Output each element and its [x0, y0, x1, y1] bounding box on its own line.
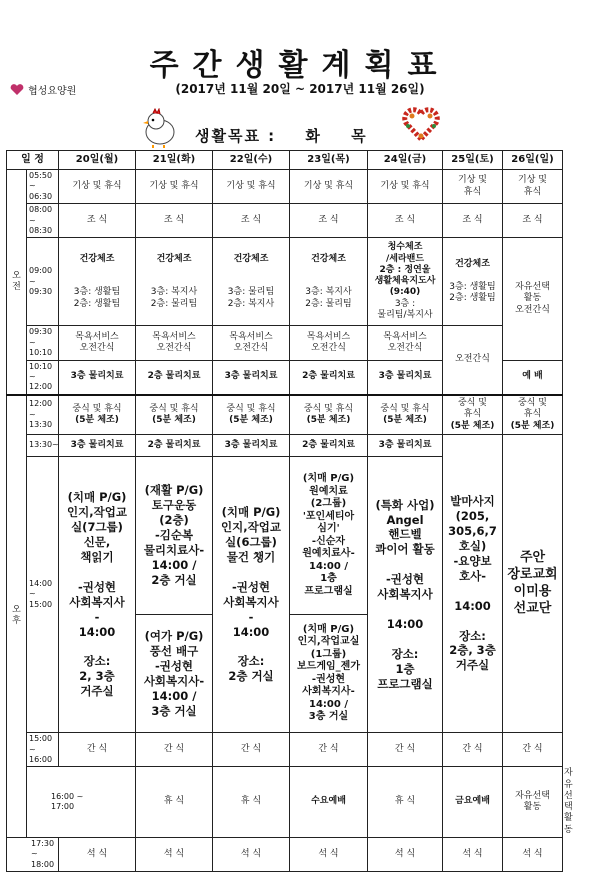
cell: (치매 P/G) 인지,작업교실 (1그룹) 보드게임_젠가 -권성현 사회복지사- 14:00 / 3층 거실	[290, 615, 368, 733]
time-1600: 16:00 ~ 17:00	[27, 767, 136, 838]
cell: 중식 및 휴식 (5분 체조)	[290, 395, 368, 435]
section-pm: 오 후	[7, 395, 27, 838]
cell: (재활 P/G) 토구운동 (2층) -김순복 물리치료사- 14:00 / 2층 거실	[136, 457, 213, 615]
time-1400: 14:00 ~ 15:00	[27, 457, 59, 733]
goal-word-2: 목	[351, 127, 368, 145]
header-mon: 20일(월)	[59, 151, 136, 170]
cell: 기상 및 휴식	[213, 170, 290, 204]
cell: 금요예배	[443, 767, 503, 838]
cell: 휴 식	[213, 767, 290, 838]
cell: 오전간식	[443, 326, 503, 395]
cell: 2층 물리치료	[136, 435, 213, 457]
header-schedule: 일 정	[7, 151, 59, 170]
cell: 3층 물리치료	[368, 360, 443, 395]
chick-icon	[138, 108, 182, 148]
cell: 주안 장로교회 이미용 선교단	[503, 435, 563, 733]
cell: 조 식	[59, 204, 136, 238]
cell: 간 식	[503, 733, 563, 767]
time-1730: 17:30 ~ 18:00	[7, 837, 59, 871]
cell: (특화 사업) Angel 핸드벨 콰이어 활동 -권성현 사회복지사 14:00 장소: 1층 프로그램실	[368, 457, 443, 733]
cell: 석 식	[290, 837, 368, 871]
cell: 3층 물리치료	[213, 435, 290, 457]
cell: 목욕서비스 오전간식	[368, 326, 443, 360]
header-fri: 24일(금)	[368, 151, 443, 170]
cell: 중식 및 휴식 (5분 체조)	[136, 395, 213, 435]
time-0800: 08:00 ~ 08:30	[27, 204, 59, 238]
cell: 수요예배	[290, 767, 368, 838]
cell: 석 식	[59, 837, 136, 871]
time-0900: 09:00 ~ 09:30	[27, 238, 59, 326]
cell: 중식 및 휴식 (5분 체조)	[59, 395, 136, 435]
cell: (치매 P/G) 인지,작업교 실(6그룹) 물건 챙기 -권성현 사회복지사 - 14:00 장소: 2층 거실	[213, 457, 290, 733]
header-thu: 23일(목)	[290, 151, 368, 170]
cell: 예 배	[503, 360, 563, 395]
time-1330: 13:30~	[27, 435, 59, 457]
life-goal	[195, 125, 368, 146]
cell: 조 식	[290, 204, 368, 238]
cell: 목욕서비스 오전간식	[59, 326, 136, 360]
cell: 청수체조 /세라밴드 2층 : 정연울 생활체육지도사 (9:40) 3층 : 물리팀/복지사	[368, 238, 443, 326]
cell: (치매 P/G) 원예치료 (2그룹) '포인세티아 심기' -신순자 원예치료사- 14:00 / 1층 프로그램실	[290, 457, 368, 615]
cell: 조 식	[368, 204, 443, 238]
cell: 석 식	[136, 837, 213, 871]
cell: 3층 물리치료	[368, 435, 443, 457]
cell: 중식 및 휴식 (5분 체조)	[503, 395, 563, 435]
cell: 기상 및 휴식	[503, 170, 563, 204]
cell: 조 식	[213, 204, 290, 238]
header-sat: 25일(토)	[443, 151, 503, 170]
cell: 조 식	[503, 204, 563, 238]
cell: 건강체조 3층: 생활팀 2층: 생활팀	[443, 238, 503, 326]
cell: (치매 P/G) 인지,작업교 실(7그룹) 신문, 책읽기 -권성현 사회복지사 - 14:00 장소: 2, 3층 거주실	[59, 457, 136, 733]
cell: 중식 및 휴식 (5분 체조)	[213, 395, 290, 435]
cell: 건강체조 3층: 생활팀 2층: 생활팀	[59, 238, 136, 326]
time-1010: 10:10 ~ 12:00	[27, 360, 59, 395]
cell: 휴 식	[136, 767, 213, 838]
cell: 건강체조 3층: 복지사 2층: 물리팀	[290, 238, 368, 326]
cell: 기상 및 휴식	[443, 170, 503, 204]
cell: 기상 및 휴식	[136, 170, 213, 204]
cell: 휴 식	[368, 767, 443, 838]
cell: 간 식	[59, 733, 136, 767]
header-wed: 22일(수)	[213, 151, 290, 170]
cell: 발마사지 (205, 305,6,7 호실) -요양보 호사- 14:00 장소: 2층, 3층 거주실	[443, 435, 503, 733]
header-sun: 26일(일)	[503, 151, 563, 170]
goal-word-1: 화	[305, 127, 322, 145]
flower-heart-icon	[402, 106, 440, 142]
time-1200: 12:00 ~ 13:30	[27, 395, 59, 435]
cell: 중식 및 휴식 (5분 체조)	[368, 395, 443, 435]
time-1500: 15:00 ~ 16:00	[27, 733, 59, 767]
time-0930: 09:30 ~ 10:10	[27, 326, 59, 360]
cell: 건강체조 3층: 복지사 2층: 물리팀	[136, 238, 213, 326]
cell: 2층 물리치료	[290, 435, 368, 457]
cell: 간 식	[136, 733, 213, 767]
cell: 자유선택 활동	[503, 767, 563, 838]
cell: 2층 물리치료	[290, 360, 368, 395]
cell: 간 식	[368, 733, 443, 767]
cell: 석 식	[443, 837, 503, 871]
cell: 목욕서비스 오전간식	[213, 326, 290, 360]
org-name: 협성요양원	[28, 86, 77, 97]
cell: 간 식	[443, 733, 503, 767]
section-am: 오 전	[7, 170, 27, 395]
time-0550: 05:50 ~ 06:30	[27, 170, 59, 204]
cell: 간 식	[213, 733, 290, 767]
cell: 기상 및 휴식	[59, 170, 136, 204]
cell: 석 식	[213, 837, 290, 871]
cell: (여가 P/G) 풍선 배구 -권성현 사회복지사- 14:00 / 3층 거실	[136, 615, 213, 733]
header-tue: 21일(화)	[136, 151, 213, 170]
cell: 기상 및 휴식	[290, 170, 368, 204]
period-text: (2017년 11월 20일 ~ 2017년 11월 26일)	[175, 82, 425, 96]
cell: 중식 및 휴식 (5분 체조)	[443, 395, 503, 435]
cell: 간 식	[290, 733, 368, 767]
cell: 목욕서비스 오전간식	[290, 326, 368, 360]
cell: 조 식	[136, 204, 213, 238]
weekly-schedule-table: 일 정 20일(월) 21일(화) 22일(수) 23일(목) 24일(금) 25일(토) 26일(일) 오 전 05:50 ~ 06:30 기상 및 휴식 기상 및 휴식 기상 및 휴식 기상 및 휴식 기상 및 휴식 기상 및 휴식 기상 및 휴식 08:00 ~ 08:30 조 식 조 식 조 식 조 식 조 식 조 식 조 식 09:00 ~ 09:30 건강체조 3층: 생활팀 2층: 생활팀 건강체조 3층: 복지사 2층: 물리팀 건강체조 3층: 물리팀 2층: 복지사 건강체조 3층: 복지사 2층: 물리팀 청수체조 /세라밴드 2층 : 정연울 생활체육지도사 (9:40) 3층 : 물리팀/복지사 건강체조 3층: 생활팀 2층: 생활팀 자유선택 활동 오전간식 09:30 ~ 10:10 목욕서비스 오전간식 목욕서비스 오전간식 목욕서비스 오전간식 목욕서비스 오전간식 목욕서비스 오전간식 오전간식 10:10 ~ 12:00 3층 물리치료 2층 물리치료 3층 물리치료 2층 물리치료 3층 물리치료 예 배 오 후 12:00 ~ 13:30 중식 및 휴식 (5분 체조) 중식 및 휴식 (5분 체조) 중식 및 휴식 (5분 체조) 중식 및 휴식 (5분 체조) 중식 및 휴식 (5분 체조) 중식 및 휴식 (5분 체조) 중식 및 휴식 (5분 체조) 13:30~ 3층 물리치료 2층 물리치료 3층 물리치료 2층 물리치료 3층 물리치료 발마사지 (205, 305,6,7 호실) -요양보 호사- 14:00 장소: 2층, 3층 거주실 주안 장로교회 이미용 선교단 14:00 ~ 15:00 (치매 P/G) 인지,작업교 실(7그룹) 신문, 책읽기 -권성현 사회복지사 - 14:00 장소: 2, 3층 거주실 (재활 P/G) 토구운동 (2층) -김순복 물리치료사- 14:00 / 2층 거실 (치매 P/G) 인지,작업교 실(6그룹) 물건 챙기 -권성현 사회복지사 - 14:00 장소: 2층 거실 (치매 P/G) 원예치료 (2그룹) '포인세티아 심기' -신순자 원예치료사- 14:00 / 1층 프로그램실 (특화 사업) Angel 핸드벨 콰이어 활동 -권성현 사회복지사 14:00 장소: 1층 프로그램실 (여가 P/G) 풍선 배구 -권성현 사회복지사- 14:00 / 3층 거실 (치매 P/G) 인지,작업교실 (1그룹) 보드게임_젠가 -권성현 사회복지사- 14:00 / 3층 거실 15:00 ~ 16:00 간 식 간 식 간 식 간 식 간 식 간 식 간 식 16:00 ~ 17:00 휴 식 휴 식 수요예배 휴 식 금요예배 자유선택 활동 자유선택 활동 17:30 ~ 18:00 석 식 석 식 석 식 석 식 석 식 석 식 석 식	[6, 150, 563, 872]
cell: 석 식	[368, 837, 443, 871]
cell: 3층 물리치료	[213, 360, 290, 395]
goal-label: 생활목표 :	[195, 127, 277, 145]
cell: 목욕서비스 오전간식	[136, 326, 213, 360]
page-title: 주간생활계획표	[149, 48, 451, 83]
cell: 석 식	[503, 837, 563, 871]
cell: 3층 물리치료	[59, 360, 136, 395]
cell: 2층 물리치료	[136, 360, 213, 395]
cell: 건강체조 3층: 물리팀 2층: 복지사	[213, 238, 290, 326]
cell: 기상 및 휴식	[368, 170, 443, 204]
cell: 자유선택 활동 오전간식	[503, 238, 563, 360]
cell: 3층 물리치료	[59, 435, 136, 457]
cell: 조 식	[443, 204, 503, 238]
